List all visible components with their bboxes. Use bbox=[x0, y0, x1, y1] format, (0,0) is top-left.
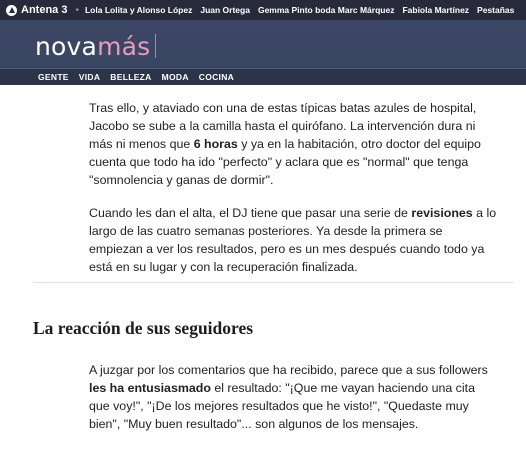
site-header bbox=[0, 20, 526, 68]
antena3-brand-label: Antena 3 bbox=[21, 4, 68, 16]
paragraph-3-text-b: el resultado: "¡Que me vayan haciendo una cita que voy!", "¡De los mejores resultados que he visto!", "Quedaste muy bien", "Muy buen resultado"... son algunos de los mensajes. bbox=[89, 381, 475, 431]
trending-link-lola-lolita[interactable]: Lola Lolita y Alonso López bbox=[84, 5, 193, 15]
antena3-brand-link[interactable] bbox=[6, 4, 67, 16]
article-paragraph-2 bbox=[89, 204, 499, 276]
trending-link-pestanas[interactable]: Pestañas bbox=[477, 5, 515, 15]
top-bar bbox=[0, 0, 526, 20]
separator-dot-icon: • bbox=[75, 4, 79, 16]
paragraph-1-text-a: Tras ello, y ataviado con una de estas típicas batas azules de hospital, Jacobo se sube a la camilla hasta el quirófano. La intervención dura ni más ni menos que bbox=[89, 101, 477, 151]
paragraph-3-text-a: A juzgar por los comentarios que ha recibido, parece que a sus followers bbox=[89, 363, 488, 377]
nav-item-gente[interactable]: GENTE bbox=[38, 72, 69, 82]
nav-item-vida[interactable]: VIDA bbox=[78, 72, 101, 82]
paragraph-2-text-a: Cuando les dan el alta, el DJ tiene que pasar una serie de bbox=[89, 206, 412, 220]
trending-link-gemma-pinto[interactable]: Gemma Pinto boda Marc Márquez bbox=[257, 5, 395, 15]
trending-links bbox=[85, 5, 514, 15]
section-divider bbox=[33, 282, 513, 283]
article-paragraph-1 bbox=[89, 99, 499, 189]
antena3-logo-icon bbox=[6, 5, 17, 16]
main-nav bbox=[0, 68, 526, 85]
novamas-logo[interactable] bbox=[35, 32, 150, 61]
logo-main-text: nova bbox=[35, 32, 98, 61]
nav-item-belleza[interactable]: BELLEZA bbox=[110, 72, 152, 82]
article-paragraph-3 bbox=[89, 361, 499, 433]
logo-divider bbox=[155, 34, 156, 58]
nav-item-cocina[interactable]: COCINA bbox=[198, 72, 235, 82]
paragraph-1-text-b: y ya en la habitación, otro doctor del equipo cuenta que todo ha ido "perfecto" y aclara que es "normal" que tenga "somnolencia y ganas de dormir". bbox=[89, 137, 481, 187]
nav-item-moda[interactable]: MODA bbox=[161, 72, 189, 82]
section-heading: La reacción de sus seguidores bbox=[33, 318, 254, 338]
paragraph-2-text-b: a lo largo de las cuatro semanas posteriores. Ya desde la primera se empiezan a ver los resultados, pero es un mes después cuando todo ya está en su lugar y con la recuperación finalizada. bbox=[89, 206, 497, 274]
logo-accent-text: más bbox=[97, 32, 151, 61]
trending-link-juan-ortega[interactable]: Juan Ortega bbox=[200, 5, 250, 15]
paragraph-1-bold: 6 horas bbox=[193, 137, 238, 151]
trending-link-fabiola-martinez[interactable]: Fabiola Martínez bbox=[402, 5, 470, 15]
paragraph-3-bold: les ha entusiasmado bbox=[89, 381, 211, 395]
paragraph-2-bold: revisiones bbox=[411, 206, 473, 220]
